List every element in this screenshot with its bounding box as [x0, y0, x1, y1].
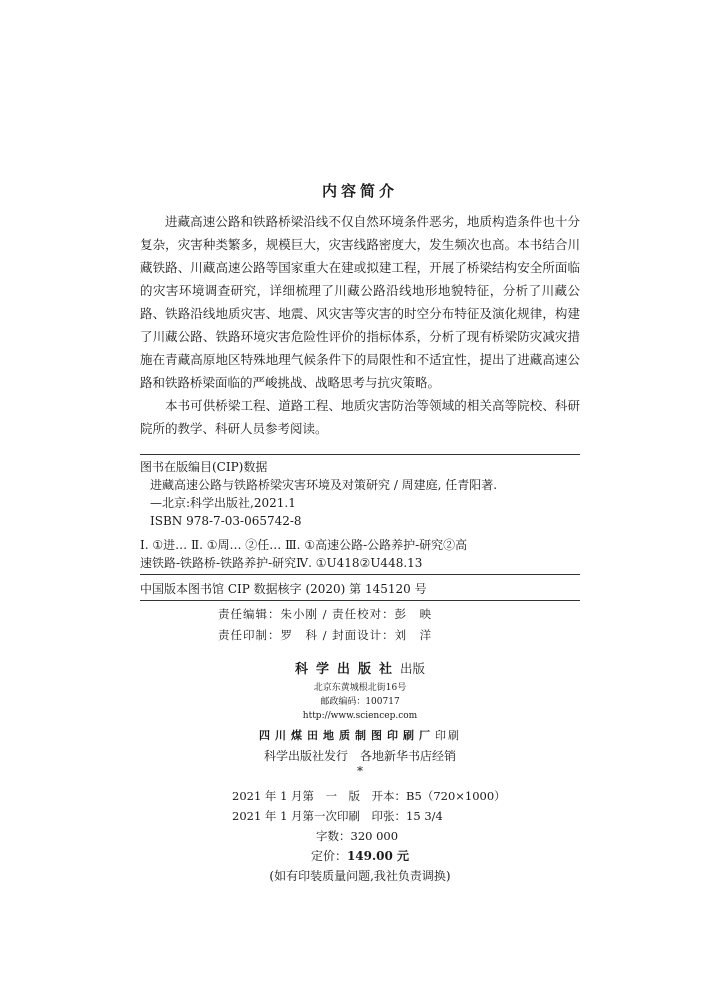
publisher-block: [0, 658, 720, 723]
publisher-postcode: 邮政编码：100717: [320, 697, 400, 707]
cip-library-line: 中国版本图书馆 CIP 数据核字 (2020) 第 145120 号: [140, 582, 427, 596]
staff-line-editors: 责任编辑：朱小刚 / 责任校对：彭 映: [218, 607, 433, 621]
cip-bottom-rule: [140, 600, 580, 601]
cip-top-rule: [140, 454, 580, 455]
cip-classification-line: Ⅰ. ①进… Ⅱ. ①周… ②任… Ⅲ. ①高速公路-公路养护-研究②高: [140, 538, 468, 552]
cip-heading: 图书在版编目(CIP)数据: [140, 460, 268, 474]
staff-line-production: 责任印制：罗 科 / 封面设计：刘 洋: [218, 628, 433, 642]
summary-paragraph: 进藏高速公路和铁路桥梁沿线不仅自然环境条件恶劣，地质构造条件也十分复杂，灾害种类繁多，规模巨大，灾害线路密度大，发生频次也高。本书结合川藏铁路、川藏高速公路等国家重大在建或拟建工程，开展了桥梁结构安全所面临的灾害环境调查研究，详细梳理了川藏公路沿线地形地貌特征，分析了川藏公路、铁路沿线地质灾害、地震、风灾害等灾害的时空分布特征及演化规律，构建了川藏公路、铁路环境灾害危险性评价的指标体系，分析了现有桥梁防灾减灾措施在青藏高原地区特殊地理气候条件下的局限性和不适宜性，提出了进藏高速公路和铁路桥梁面临的严峻挑战、战略思考与抗灾策略。: [140, 214, 580, 390]
separator-star: *: [357, 764, 363, 778]
cip-classification-line: 速铁路-铁路桥-铁路养护-研究Ⅳ. ①U418②U448.13: [140, 556, 423, 570]
summary-body: [140, 210, 580, 440]
publisher-suffix: 出版: [400, 661, 426, 676]
cip-book-line: 进藏高速公路与铁路桥梁灾害环境及对策研究 / 周建庭, 任青阳著.: [150, 478, 498, 492]
price-line: [0, 846, 720, 866]
specs-word-count: 字数：320 000: [316, 829, 399, 843]
publisher-address: 北京东黄城根北街16号: [313, 683, 407, 693]
publisher-logo-text: 科学出版社: [294, 662, 400, 677]
distribution-line: 科学出版社发行 各地新华书店经销: [263, 749, 456, 763]
price-block: [0, 846, 720, 886]
specs-printing: 2021 年 1 月第一次印刷 印张：15 3/4: [232, 809, 443, 823]
cip-classification: [140, 536, 580, 572]
printer-line: [0, 727, 720, 743]
cip-isbn: ISBN 978-7-03-065742-8: [150, 514, 302, 528]
summary-paragraph: 本书可供桥梁工程、道路工程、地质灾害防治等领域的相关高等院校、科研院所的教学、科研人员参考阅读。: [140, 398, 580, 436]
printer-suffix: 印刷: [435, 729, 461, 742]
staff-block: [218, 604, 432, 646]
specs-block: [232, 786, 506, 846]
price-label: 定价：: [310, 849, 347, 863]
publisher-website: http://www.sciencep.com: [302, 711, 418, 721]
price-value: 149.00 元: [346, 849, 410, 863]
specs-edition: 2021 年 1 月第 一 版 开本：B5（720×1000）: [232, 789, 506, 803]
cip-library-block: [140, 580, 580, 598]
cip-mid-rule: [140, 574, 580, 575]
summary-title: 内容简介: [321, 182, 398, 200]
printer-name: 四川煤田地质制图印刷厂: [259, 729, 435, 742]
cip-block: [140, 458, 580, 530]
cip-publisher-line: —北京:科学出版社,2021.1: [150, 496, 296, 510]
publisher-name: [0, 658, 720, 677]
price-note: (如有印装质量问题,我社负责调换): [269, 869, 451, 883]
